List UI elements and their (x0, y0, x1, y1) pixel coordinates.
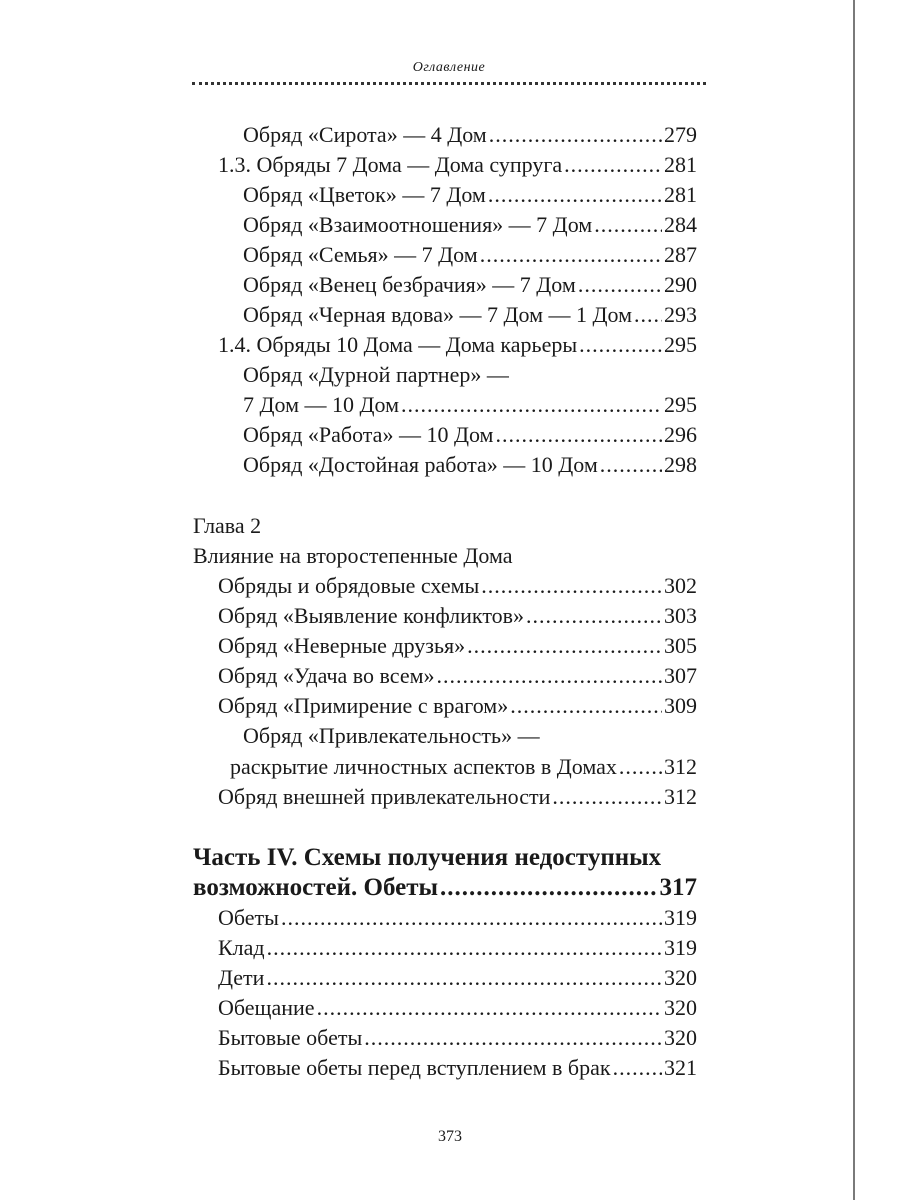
dot-leader (481, 571, 662, 601)
toc-entry (243, 300, 697, 330)
page-number: 373 (438, 1128, 462, 1145)
toc-entry-page: 320 (664, 1025, 697, 1050)
toc-entry-page: 319 (664, 905, 697, 930)
dot-leader (613, 1053, 662, 1083)
toc-entry-title: 1.4. Обряды 10 Дома — Дома карьеры (218, 332, 578, 357)
toc-entry (243, 240, 697, 270)
toc-entry-page: 295 (664, 392, 697, 417)
toc-entry (230, 752, 697, 782)
dot-leader (401, 390, 662, 420)
toc-entry-page: 279 (664, 122, 697, 147)
dot-leader (488, 180, 662, 210)
toc-entry (218, 933, 697, 963)
chapter-title: Влияние на второстепенные Дома (193, 543, 513, 568)
toc-entry-page: 319 (664, 935, 697, 960)
toc-entry-title: Обряд «Достойная работа» — 10 Дом (243, 452, 598, 477)
toc-entry-title: Обряд «Семья» — 7 Дом (243, 242, 478, 267)
toc-entry-page: 284 (664, 212, 697, 237)
dot-leader (437, 661, 662, 691)
toc-entry-title: Обеты (218, 905, 279, 930)
toc-entry-title: Дети (218, 965, 265, 990)
dot-leader (619, 752, 662, 782)
toc-entry-page: 321 (664, 1055, 697, 1080)
toc-entry (218, 601, 697, 631)
toc-entry-page: 302 (664, 573, 697, 598)
toc-entry-page: 295 (664, 332, 697, 357)
toc-entry (218, 903, 697, 933)
running-header: Оглавление (412, 60, 486, 75)
toc-entry (243, 180, 697, 210)
toc-entry-title: Обряд «Цветок» — 7 Дом (243, 182, 486, 207)
toc-section-entry (218, 150, 697, 180)
toc-entry-title: Обряд «Работа» — 10 Дом (243, 422, 494, 447)
toc-entry-title: Бытовые обеты перед вступлением в брак (218, 1055, 611, 1080)
toc-entry (218, 782, 697, 812)
dot-leader (489, 120, 662, 150)
page-edge-line (853, 0, 855, 1200)
toc-entry-title: Обряд «Выявление конфликтов» (218, 603, 525, 628)
toc-entry (218, 1053, 697, 1083)
toc-entry (218, 661, 697, 691)
toc-entry-page: 303 (664, 603, 697, 628)
toc-entry (243, 120, 697, 150)
dot-leader (495, 420, 662, 450)
dot-leader (578, 270, 662, 300)
toc-entry (218, 963, 697, 993)
dot-leader (510, 691, 662, 721)
toc-entry-page: 293 (664, 302, 697, 327)
dot-leader (267, 933, 662, 963)
toc-entry-title: Обряд «Сирота» — 4 Дом (243, 122, 487, 147)
dot-leader (281, 903, 662, 933)
toc-entry (218, 691, 697, 721)
toc-entry-title: Обряд «Удача во всем» (218, 663, 435, 688)
toc-entry-page: 320 (664, 965, 697, 990)
dot-leader (600, 450, 662, 480)
toc-entry (243, 450, 697, 480)
dot-leader (317, 993, 662, 1023)
dot-leader (467, 631, 662, 661)
toc-entry-title: Обряды и обрядовые схемы (218, 573, 480, 598)
toc-entry-page: 281 (664, 182, 697, 207)
toc-entry-title: 7 Дом — 10 Дом (243, 392, 400, 417)
toc-entry (218, 631, 697, 661)
toc-entry-title: возможностей. Обеты (193, 874, 439, 901)
toc-entry-page: 287 (664, 242, 697, 267)
part-heading-entry (193, 873, 697, 903)
toc-entry-page: 305 (664, 633, 697, 658)
toc-entry-title: Обряд внешней привлекательности (218, 784, 551, 809)
toc-entry-page: 312 (664, 754, 697, 779)
toc-section-entry (218, 330, 697, 360)
chapter-label: Глава 2 (193, 513, 262, 538)
dot-leader (634, 300, 662, 330)
toc-entry-title: Бытовые обеты (218, 1025, 363, 1050)
dot-leader (526, 601, 662, 631)
toc-entry-title: Клад (218, 935, 265, 960)
toc-entry-page: 317 (659, 874, 697, 901)
toc-entry-title: 1.3. Обряды 7 Дома — Дома супруга (218, 152, 563, 177)
toc-entry-page: 290 (664, 272, 697, 297)
toc-entry (243, 390, 697, 420)
dot-leader (564, 150, 662, 180)
toc-entry (218, 1023, 697, 1053)
toc-entry-title: Обряд «Черная вдова» — 7 Дом — 1 Дом (243, 302, 633, 327)
part-heading-line1: Часть IV. Схемы получения недоступных (193, 844, 662, 871)
dot-leader (266, 963, 662, 993)
dot-leader (440, 873, 657, 903)
toc-entry-title: раскрытие личностных аспектов в Домах (230, 754, 617, 779)
dot-leader (480, 240, 662, 270)
dot-leader (579, 330, 662, 360)
toc-entry-page: 320 (664, 995, 697, 1020)
toc-entry-page: 307 (664, 663, 697, 688)
dot-leader (364, 1023, 662, 1053)
toc-entry (243, 210, 697, 240)
toc-entry (243, 270, 697, 300)
toc-entry (218, 993, 697, 1023)
toc-entry-page: 296 (664, 422, 697, 447)
toc-entry (243, 420, 697, 450)
header-dotted-rule (192, 82, 706, 85)
toc-entry-page: 281 (664, 152, 697, 177)
toc-entry-title: Обещание (218, 995, 315, 1020)
dot-leader (594, 210, 662, 240)
toc-entry-title: Обряд «Неверные друзья» (218, 633, 466, 658)
toc-entry-title: Обряд «Примирение с врагом» (218, 693, 509, 718)
toc-entry-page: 298 (664, 452, 697, 477)
toc-entry-title-line: Обряд «Дурной партнер» — (243, 362, 509, 387)
toc-entry (218, 571, 697, 601)
dot-leader (552, 782, 662, 812)
toc-entry-page: 309 (664, 693, 697, 718)
toc-entry-title: Обряд «Взаимоотношения» — 7 Дом (243, 212, 593, 237)
toc-entry-title: Обряд «Венец безбрачия» — 7 Дом (243, 272, 576, 297)
toc-entry-page: 312 (664, 784, 697, 809)
toc-entry-title-line: Обряд «Привлекательность» — (243, 723, 540, 748)
